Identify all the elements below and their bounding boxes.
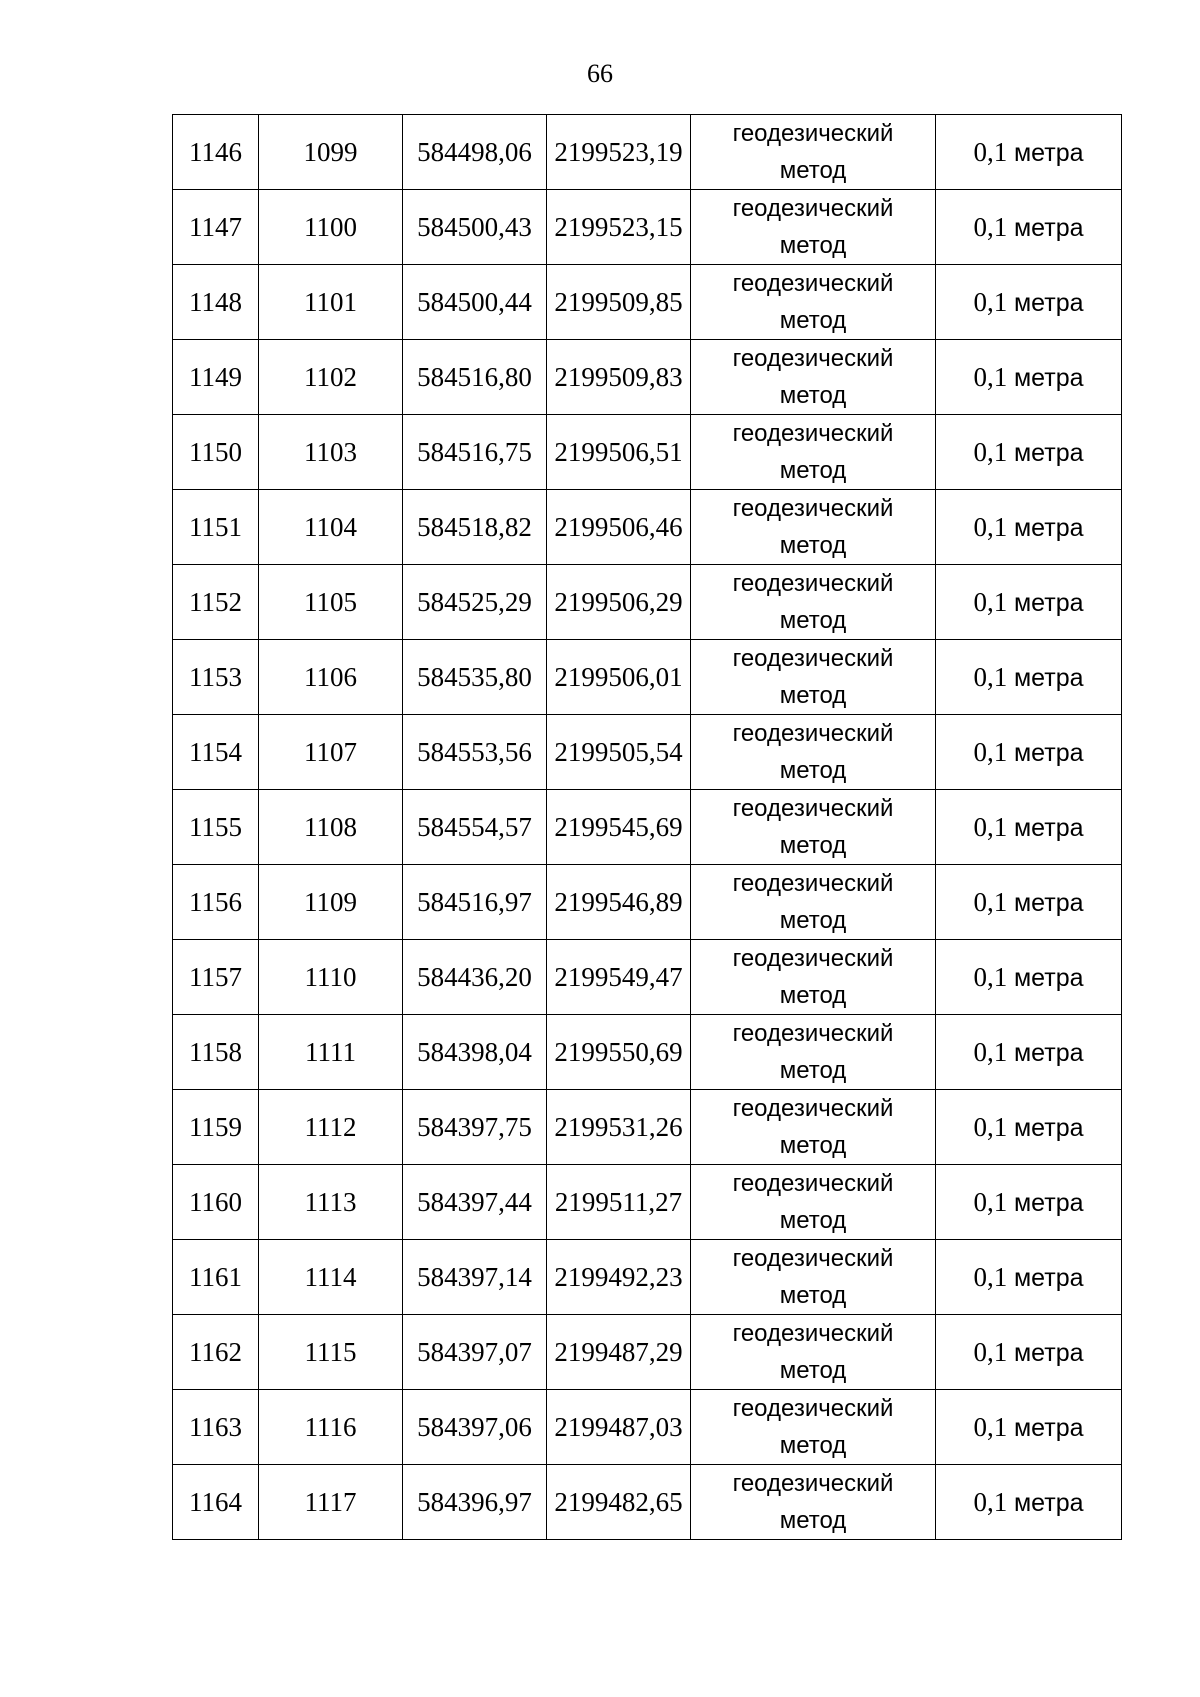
x-coordinate-cell: 584397,06 — [403, 1390, 547, 1465]
precision-cell — [936, 715, 1122, 790]
precision-unit: метра — [1013, 288, 1084, 317]
x-coordinate-cell: 584553,56 — [403, 715, 547, 790]
method-cell — [691, 865, 936, 940]
point-number-cell: 1111 — [259, 1015, 403, 1090]
method-line-2: метод — [779, 757, 847, 784]
method-cell — [691, 265, 936, 340]
precision-value: 0,1 — [973, 436, 1008, 467]
x-coordinate-cell: 584397,75 — [403, 1090, 547, 1165]
table-row — [173, 1240, 1122, 1315]
method-line-1: геодезический — [732, 1170, 894, 1197]
method-cell — [691, 340, 936, 415]
table-row — [173, 340, 1122, 415]
table-row — [173, 1165, 1122, 1240]
row-number-cell: 1164 — [173, 1465, 259, 1540]
point-number-cell: 1112 — [259, 1090, 403, 1165]
precision-unit: метра — [1013, 1038, 1084, 1067]
method-line-1: геодезический — [732, 195, 894, 222]
method-line-1: геодезический — [732, 1095, 894, 1122]
precision-value: 0,1 — [973, 1411, 1008, 1442]
method-line-1: геодезический — [732, 795, 894, 822]
table-row — [173, 190, 1122, 265]
method-cell — [691, 190, 936, 265]
method-line-2: метод — [779, 1507, 847, 1534]
method-line-2: метод — [779, 1057, 847, 1084]
method-cell — [691, 1090, 936, 1165]
y-coordinate-cell: 2199482,65 — [547, 1465, 691, 1540]
method-line-2: метод — [779, 832, 847, 859]
row-number-cell: 1147 — [173, 190, 259, 265]
table-row — [173, 1315, 1122, 1390]
point-number-cell: 1110 — [259, 940, 403, 1015]
method-line-1: геодезический — [732, 270, 894, 297]
table-row — [173, 565, 1122, 640]
x-coordinate-cell: 584500,44 — [403, 265, 547, 340]
method-line-2: метод — [779, 607, 847, 634]
method-line-1: геодезический — [732, 645, 894, 672]
precision-unit: метра — [1013, 588, 1084, 617]
x-coordinate-cell: 584397,44 — [403, 1165, 547, 1240]
precision-value: 0,1 — [973, 211, 1008, 242]
row-number-cell: 1157 — [173, 940, 259, 1015]
method-line-1: геодезический — [732, 945, 894, 972]
method-cell — [691, 1165, 936, 1240]
precision-cell — [936, 640, 1122, 715]
row-number-cell: 1160 — [173, 1165, 259, 1240]
table-row — [173, 865, 1122, 940]
precision-cell — [936, 1390, 1122, 1465]
y-coordinate-cell: 2199545,69 — [547, 790, 691, 865]
x-coordinate-cell: 584554,57 — [403, 790, 547, 865]
table-row — [173, 790, 1122, 865]
table-row — [173, 1015, 1122, 1090]
precision-value: 0,1 — [973, 136, 1008, 167]
precision-value: 0,1 — [973, 961, 1008, 992]
precision-unit: метра — [1013, 213, 1084, 242]
method-line-1: геодезический — [732, 1245, 894, 1272]
precision-unit: метра — [1013, 513, 1084, 542]
precision-cell — [936, 115, 1122, 190]
precision-value: 0,1 — [973, 1111, 1008, 1142]
precision-value: 0,1 — [973, 661, 1008, 692]
row-number-cell: 1152 — [173, 565, 259, 640]
x-coordinate-cell: 584397,07 — [403, 1315, 547, 1390]
precision-unit: метра — [1013, 813, 1084, 842]
table-row — [173, 115, 1122, 190]
y-coordinate-cell: 2199550,69 — [547, 1015, 691, 1090]
y-coordinate-cell: 2199506,29 — [547, 565, 691, 640]
precision-unit: метра — [1013, 1263, 1084, 1292]
precision-cell — [936, 265, 1122, 340]
method-cell — [691, 940, 936, 1015]
y-coordinate-cell: 2199492,23 — [547, 1240, 691, 1315]
method-line-2: метод — [779, 907, 847, 934]
method-line-2: метод — [779, 1357, 847, 1384]
x-coordinate-cell: 584500,43 — [403, 190, 547, 265]
y-coordinate-cell: 2199487,03 — [547, 1390, 691, 1465]
precision-value: 0,1 — [973, 736, 1008, 767]
row-number-cell: 1146 — [173, 115, 259, 190]
precision-unit: метра — [1013, 1113, 1084, 1142]
x-coordinate-cell: 584498,06 — [403, 115, 547, 190]
method-line-2: метод — [779, 232, 847, 259]
y-coordinate-cell: 2199506,01 — [547, 640, 691, 715]
x-coordinate-cell: 584525,29 — [403, 565, 547, 640]
point-number-cell: 1115 — [259, 1315, 403, 1390]
point-number-cell: 1116 — [259, 1390, 403, 1465]
table-row — [173, 1390, 1122, 1465]
precision-cell — [936, 1090, 1122, 1165]
row-number-cell: 1148 — [173, 265, 259, 340]
method-line-2: метод — [779, 682, 847, 709]
method-line-1: геодезический — [732, 720, 894, 747]
method-line-1: геодезический — [732, 570, 894, 597]
method-line-2: метод — [779, 532, 847, 559]
point-number-cell: 1105 — [259, 565, 403, 640]
precision-cell — [936, 865, 1122, 940]
precision-unit: метра — [1013, 738, 1084, 767]
row-number-cell: 1161 — [173, 1240, 259, 1315]
table-row — [173, 940, 1122, 1015]
x-coordinate-cell: 584516,75 — [403, 415, 547, 490]
table-row — [173, 490, 1122, 565]
method-line-2: метод — [779, 307, 847, 334]
method-cell — [691, 715, 936, 790]
precision-value: 0,1 — [973, 586, 1008, 617]
table-row — [173, 715, 1122, 790]
method-line-2: метод — [779, 1432, 847, 1459]
method-line-1: геодезический — [732, 1395, 894, 1422]
method-cell — [691, 1390, 936, 1465]
method-line-1: геодезический — [732, 420, 894, 447]
precision-cell — [936, 1240, 1122, 1315]
point-number-cell: 1109 — [259, 865, 403, 940]
table-row — [173, 1090, 1122, 1165]
method-cell — [691, 565, 936, 640]
page-number: 66 — [587, 59, 613, 88]
precision-unit: метра — [1013, 663, 1084, 692]
method-line-1: геодезический — [732, 345, 894, 372]
method-line-2: метод — [779, 1207, 847, 1234]
point-number-cell: 1100 — [259, 190, 403, 265]
precision-cell — [936, 415, 1122, 490]
precision-unit: метра — [1013, 363, 1084, 392]
point-number-cell: 1113 — [259, 1165, 403, 1240]
method-cell — [691, 1465, 936, 1540]
precision-unit: метра — [1013, 438, 1084, 467]
table-row — [173, 1465, 1122, 1540]
method-line-1: геодезический — [732, 1470, 894, 1497]
method-line-2: метод — [779, 1132, 847, 1159]
x-coordinate-cell: 584516,80 — [403, 340, 547, 415]
point-number-cell: 1102 — [259, 340, 403, 415]
x-coordinate-cell: 584436,20 — [403, 940, 547, 1015]
precision-value: 0,1 — [973, 361, 1008, 392]
row-number-cell: 1155 — [173, 790, 259, 865]
point-number-cell: 1117 — [259, 1465, 403, 1540]
precision-value: 0,1 — [973, 1486, 1008, 1517]
y-coordinate-cell: 2199549,47 — [547, 940, 691, 1015]
table-row — [173, 265, 1122, 340]
x-coordinate-cell: 584535,80 — [403, 640, 547, 715]
y-coordinate-cell: 2199509,85 — [547, 265, 691, 340]
point-number-cell: 1101 — [259, 265, 403, 340]
point-number-cell: 1114 — [259, 1240, 403, 1315]
precision-cell — [936, 490, 1122, 565]
method-cell — [691, 1315, 936, 1390]
precision-unit: метра — [1013, 963, 1084, 992]
point-number-cell: 1107 — [259, 715, 403, 790]
x-coordinate-cell: 584397,14 — [403, 1240, 547, 1315]
method-cell — [691, 1015, 936, 1090]
point-number-cell: 1099 — [259, 115, 403, 190]
method-cell — [691, 415, 936, 490]
method-cell — [691, 115, 936, 190]
row-number-cell: 1151 — [173, 490, 259, 565]
x-coordinate-cell: 584398,04 — [403, 1015, 547, 1090]
precision-value: 0,1 — [973, 511, 1008, 542]
row-number-cell: 1150 — [173, 415, 259, 490]
method-line-2: метод — [779, 382, 847, 409]
precision-unit: метра — [1013, 1188, 1084, 1217]
method-line-1: геодезический — [732, 870, 894, 897]
precision-cell — [936, 190, 1122, 265]
point-number-cell: 1103 — [259, 415, 403, 490]
y-coordinate-cell: 2199523,19 — [547, 115, 691, 190]
method-line-1: геодезический — [732, 495, 894, 522]
method-line-2: метод — [779, 982, 847, 1009]
precision-cell — [936, 1465, 1122, 1540]
method-line-2: метод — [779, 157, 847, 184]
precision-cell — [936, 1165, 1122, 1240]
precision-value: 0,1 — [973, 886, 1008, 917]
y-coordinate-cell: 2199523,15 — [547, 190, 691, 265]
row-number-cell: 1156 — [173, 865, 259, 940]
method-line-1: геодезический — [732, 1320, 894, 1347]
row-number-cell: 1162 — [173, 1315, 259, 1390]
precision-cell — [936, 940, 1122, 1015]
precision-value: 0,1 — [973, 286, 1008, 317]
table-body — [173, 115, 1122, 1540]
y-coordinate-cell: 2199506,46 — [547, 490, 691, 565]
method-cell — [691, 490, 936, 565]
row-number-cell: 1154 — [173, 715, 259, 790]
precision-value: 0,1 — [973, 1036, 1008, 1067]
row-number-cell: 1149 — [173, 340, 259, 415]
method-line-2: метод — [779, 457, 847, 484]
method-line-1: геодезический — [732, 1020, 894, 1047]
y-coordinate-cell: 2199505,54 — [547, 715, 691, 790]
precision-unit: метра — [1013, 1338, 1084, 1367]
point-number-cell: 1106 — [259, 640, 403, 715]
table-row — [173, 415, 1122, 490]
precision-unit: метра — [1013, 138, 1084, 167]
precision-value: 0,1 — [973, 811, 1008, 842]
method-line-1: геодезический — [732, 120, 894, 147]
precision-unit: метра — [1013, 1488, 1084, 1517]
method-cell — [691, 1240, 936, 1315]
precision-cell — [936, 340, 1122, 415]
y-coordinate-cell: 2199546,89 — [547, 865, 691, 940]
row-number-cell: 1153 — [173, 640, 259, 715]
precision-cell — [936, 565, 1122, 640]
precision-value: 0,1 — [973, 1336, 1008, 1367]
x-coordinate-cell: 584516,97 — [403, 865, 547, 940]
point-number-cell: 1104 — [259, 490, 403, 565]
point-number-cell: 1108 — [259, 790, 403, 865]
precision-cell — [936, 790, 1122, 865]
precision-unit: метра — [1013, 888, 1084, 917]
coordinates-table — [172, 114, 1122, 1540]
method-cell — [691, 790, 936, 865]
table-row — [173, 640, 1122, 715]
row-number-cell: 1158 — [173, 1015, 259, 1090]
y-coordinate-cell: 2199487,29 — [547, 1315, 691, 1390]
y-coordinate-cell: 2199506,51 — [547, 415, 691, 490]
precision-cell — [936, 1315, 1122, 1390]
precision-value: 0,1 — [973, 1261, 1008, 1292]
precision-unit: метра — [1013, 1413, 1084, 1442]
method-line-2: метод — [779, 1282, 847, 1309]
precision-cell — [936, 1015, 1122, 1090]
y-coordinate-cell: 2199531,26 — [547, 1090, 691, 1165]
row-number-cell: 1163 — [173, 1390, 259, 1465]
y-coordinate-cell: 2199511,27 — [547, 1165, 691, 1240]
y-coordinate-cell: 2199509,83 — [547, 340, 691, 415]
x-coordinate-cell: 584396,97 — [403, 1465, 547, 1540]
x-coordinate-cell: 584518,82 — [403, 490, 547, 565]
method-cell — [691, 640, 936, 715]
precision-value: 0,1 — [973, 1186, 1008, 1217]
row-number-cell: 1159 — [173, 1090, 259, 1165]
